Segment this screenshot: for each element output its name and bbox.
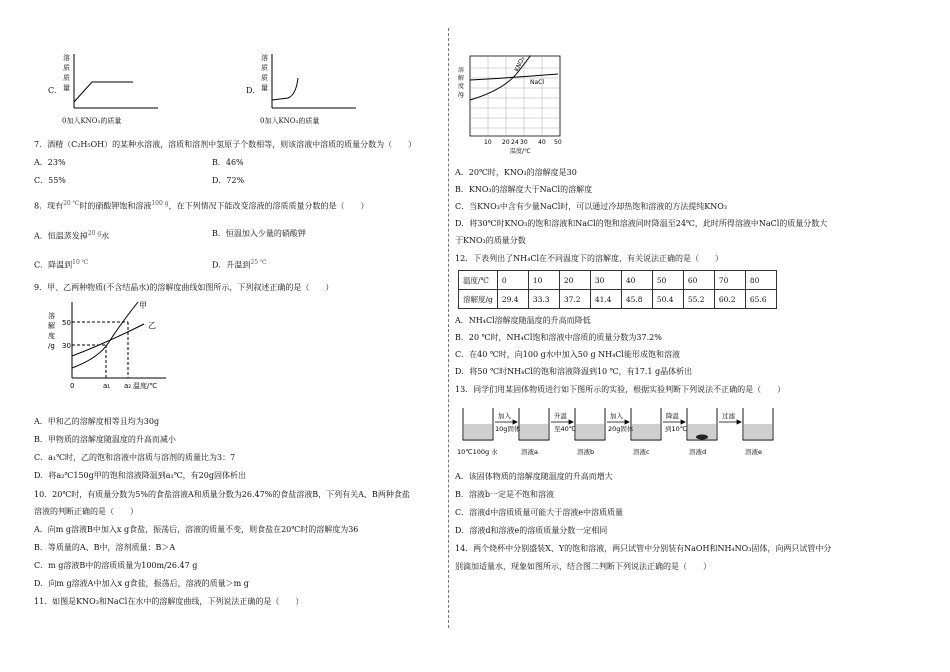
q13-option-a: A．该固体物质的溶解度随温度的升高而增大	[455, 472, 613, 481]
q9-option-d: D．将a₂℃150g甲的饱和溶液降温到a₁℃，有20g固体析出	[34, 471, 246, 480]
q11-series-nacl: NaCl	[530, 79, 545, 86]
q13-option-d: D．溶液d和溶液e的溶质质量分数一定相同	[455, 526, 608, 535]
q7-option-c: C．55%	[34, 176, 66, 185]
q11-x-tick-20: 20	[502, 139, 510, 146]
q11-option-d-line1: D．将30℃时KNO₃的饱和溶液和NaCl的饱和溶液同时降温至24℃，此时所得溶液中NaCl的质量分数大	[455, 219, 828, 228]
q8-option-c: C．降温到$^{10 ℃}$	[34, 259, 89, 270]
option-d-label: D.	[246, 86, 255, 95]
svg-text:/g: /g	[458, 91, 464, 98]
q9-series-yi: 乙	[148, 321, 156, 330]
svg-text:溶: 溶	[63, 54, 70, 62]
step-3-bottom: 20g固体	[608, 425, 634, 433]
svg-text:溶: 溶	[261, 54, 268, 62]
q9-option-a: A．甲和乙的溶解度相等且均为30g	[34, 417, 160, 426]
option-c-y-label	[63, 53, 70, 92]
q9-series-jia: 甲	[139, 301, 147, 310]
svg-text:溶: 溶	[458, 67, 465, 74]
table-row: 溶解度/g 29.4 33.3 37.2 41.4 45.8 50.4 55.2 60.2 65.6	[459, 290, 777, 309]
q9-x-label: 温度/℃	[133, 382, 158, 390]
q13-option-b: B．溶液b一定是不饱和溶液	[455, 490, 554, 499]
q14-stem-line2: 别滴加适量水，现象如图所示，结合图二判断下列说法正确的是（ ）	[455, 562, 711, 571]
beaker-d-precipitate	[696, 435, 708, 440]
label-b: 溶液b	[577, 448, 595, 456]
q11-option-d-line2: 于KNO₃的质量分数	[455, 236, 526, 245]
svg-text:度: 度	[458, 83, 465, 90]
table-row: 温度/℃ 0 10 20 30 40 50 60 70 80	[459, 271, 777, 290]
q8-stem: 8．现有$^{20 ℃}$时的硝酸钾饱和溶液$^{100 g}$，在下列情况下能改变溶液的溶质质量分数的是（ ）	[34, 200, 369, 211]
q9-y-label	[48, 311, 55, 350]
svg-text:质: 质	[63, 64, 70, 72]
q11-x-tick-24: 24	[511, 139, 519, 146]
q11-x-tick-30: 30	[520, 139, 528, 146]
q9-y-tick-30: 30	[62, 342, 71, 350]
q8-mass: 100 g	[151, 200, 169, 207]
q9-option-c: C．a₁℃时，乙的饱和溶液中溶质与溶剂的质量比为3：7	[34, 453, 236, 462]
svg-text:解: 解	[48, 322, 55, 330]
q12-option-a: A．NH₄Cl溶解度随温度的升高而降低	[455, 316, 591, 325]
option-c-graph	[58, 50, 168, 125]
q10-option-a: A．向m g溶液B中加入x g食盐，振荡后，溶液的质量不变，则食盐在20℃时的溶解度为36	[34, 525, 359, 534]
q13-option-c: C．溶液d中溶质质量可能大于溶液e中溶质质量	[455, 508, 623, 517]
q11-option-b: B．KNO₃的溶解度大于NaCl的溶解度	[455, 185, 593, 194]
table-head-temp: 温度/℃	[459, 271, 498, 290]
q11-series-kno3: KNO₃	[513, 55, 527, 73]
svg-text:解: 解	[458, 75, 465, 82]
q7-option-a: A．23%	[34, 158, 66, 167]
label-e: 溶液e	[745, 448, 762, 456]
q11-stem: 11．如图是KNO₃和NaCl在水中的溶解度曲线，下列说法正确的是（ ）	[34, 597, 304, 606]
start-label: 10℃100g 水	[457, 448, 498, 456]
q13-experiment-diagram	[455, 398, 815, 460]
step-1-bottom: 10g固体	[495, 425, 521, 433]
q10-stem-line2: 溶液的判断正确的是（ ）	[34, 507, 138, 516]
q10-option-b: B．等质量的A、B中，溶剂质量：B＞A	[34, 543, 176, 552]
q11-x-tick-50: 50	[554, 139, 562, 146]
q9-x-tick-a1: a₁	[103, 382, 111, 390]
svg-text:量: 量	[63, 84, 70, 92]
q9-option-b: B．甲物质的溶解度随温度的升高而减小	[34, 435, 176, 444]
q14-stem-line1: 14．两个烧杯中分别盛装X、Y的饱和溶液，两只试管中分别装有NaOH和NH₄NO₃固体，向两只试管中分	[455, 544, 832, 553]
q12-option-b: B．20 ℃时，NH₄Cl饱和溶液中溶质的质量分数为37.2%	[455, 333, 662, 342]
q8-temp: 20 ℃	[63, 200, 80, 207]
q7-option-b: B．46%	[212, 158, 244, 167]
column-divider	[448, 28, 449, 628]
q8-option-a: A．恒温蒸发掉$^{20 g}$水	[34, 230, 110, 241]
q9-x-tick-a2: a₂	[124, 382, 132, 390]
svg-text:/g: /g	[48, 342, 55, 350]
q11-x-tick-40: 40	[538, 139, 546, 146]
svg-text:溶: 溶	[48, 312, 55, 320]
q7-option-d: D．72%	[212, 176, 245, 185]
step-2-top: 升温	[554, 412, 567, 420]
q9-stem: 9．甲、乙两种物质(不含结晶水)的溶解度曲线如图所示，下列叙述正确的是（ ）	[34, 283, 334, 292]
q10-stem-line1: 10．20℃时，有质量分数为5%的食盐溶液A和质量分数为26.47%的食盐溶液B，下列有关A、B两种食盐	[34, 490, 410, 499]
option-c-label: C.	[48, 86, 57, 95]
option-d-y-label	[261, 53, 268, 92]
q11-y-label	[458, 66, 464, 98]
svg-text:质: 质	[63, 74, 70, 82]
step-3-top: 加入	[610, 412, 623, 420]
q9-chart	[44, 298, 174, 398]
q8-option-b: B．恒温加入少量的硝酸钾	[212, 229, 306, 238]
q11-option-a: A．20℃时，KNO₃的溶解度是30	[455, 168, 577, 177]
q12-stem: 12．下表列出了NH₄Cl在不同温度下的溶解度，有关说法正确的是（ ）	[455, 254, 724, 263]
q13-stem: 13．同学们用某固体物质进行如下图所示的实验，根据实验判断下列说法不正确的是（ ）	[455, 385, 786, 394]
svg-text:质: 质	[261, 64, 268, 72]
q9-curve-yi	[72, 324, 144, 356]
q7-stem: 7．酒精（C₂H₅OH）的某种水溶液，溶质和溶剂中氢原子个数相等，则该溶液中溶质的质量分数为（ ）	[34, 140, 417, 149]
q12-solubility-table	[458, 270, 777, 309]
option-d-curve	[272, 78, 298, 100]
q11-option-c: C．当KNO₃中含有少量NaCl时，可以通过冷却热饱和溶液的方法提纯KNO₃	[455, 202, 728, 211]
label-c: 溶液c	[633, 448, 650, 456]
option-d-graph	[256, 50, 366, 125]
q11-x-label: 温度/℃	[510, 148, 531, 155]
step-1-top: 加入	[498, 412, 511, 420]
q12-option-c: C．在40 ℃时，向100 g水中加入50 g NH₄Cl能形成饱和溶液	[455, 350, 680, 359]
svg-text:质: 质	[261, 74, 268, 82]
svg-text:量: 量	[261, 84, 268, 92]
q11-curve-nacl	[470, 74, 558, 80]
step-5-top: 过滤	[722, 412, 735, 420]
q12-option-d: D．将50 ℃时NH₄Cl的饱和溶液降温到10 ℃，有17.1 g晶体析出	[455, 367, 693, 376]
step-4-bottom: 到10℃	[665, 425, 688, 433]
q9-x-tick-0: 0	[70, 382, 75, 390]
step-2-bottom: 至40℃	[554, 425, 577, 433]
q8-option-d: D．升温到$^{25 ℃}$	[212, 259, 267, 270]
option-d-x-label: 0加入KNO₃的质量	[260, 117, 320, 125]
q10-option-d: D．向m g溶液A中加入x g食盐，振荡后，溶液的质量＞m g	[34, 579, 249, 588]
q11-chart	[456, 50, 566, 155]
q9-y-tick-50: 50	[62, 319, 71, 327]
option-c-x-label: 0加入KNO₃的质量	[62, 117, 122, 125]
q10-option-c: C．m g溶液B中的溶质质量为100m/26.47 g	[34, 561, 198, 570]
option-c-curve	[74, 82, 133, 102]
q11-x-tick-10: 10	[484, 139, 492, 146]
label-d: 溶液d	[689, 448, 707, 456]
step-4-top: 降温	[666, 412, 679, 420]
label-a: 溶液a	[521, 448, 538, 456]
svg-text:度: 度	[48, 332, 55, 340]
table-head-solubility: 溶解度/g	[459, 290, 498, 309]
